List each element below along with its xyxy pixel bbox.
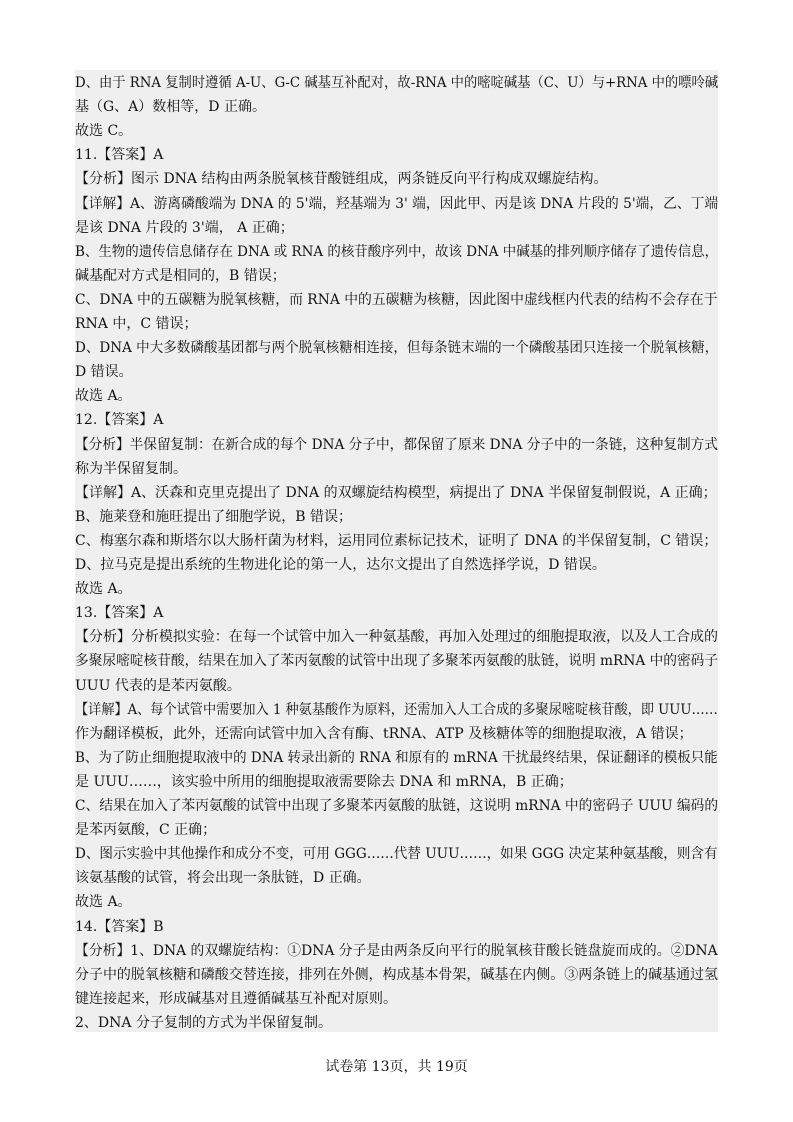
- text-line: 称为半保留复制。: [75, 460, 187, 477]
- text-line: 14.【答案】B: [75, 918, 164, 935]
- text-line: 【详解】A、沃森和克里克提出了 DNA 的双螺旋结构模型，病提出了 DNA 半保留复制假说，A 正确；: [75, 484, 717, 501]
- text-line: 基（G、A）数相等，D 正确。: [75, 99, 266, 116]
- text-line: 故选 C。: [75, 123, 133, 140]
- text-line: 【分析】图示 DNA 结构由两条脱氧核苷酸链组成，两条链反向平行构成双螺旋结构。: [75, 171, 608, 188]
- text-line: D、拉马克是提出系统的生物进化论的第一人，达尔文提出了自然选择学说，D 错误。: [75, 557, 606, 573]
- text-line: 2、DNA 分子复制的方式为半保留复制。: [75, 1014, 332, 1031]
- text-line: UUU 代表的是苯丙氨酸。: [75, 677, 241, 694]
- text-line: 故选 A。: [75, 894, 132, 911]
- text-line: RNA 中，C 错误；: [75, 316, 198, 332]
- text-line: C、梅塞尔森和斯塔尔以大肠杆菌为材料，运用同位素标记技术，证明了 DNA 的半保留复制，C 错误；: [75, 532, 718, 549]
- text-line: 故选 A。: [75, 581, 132, 598]
- document-body: [75, 70, 718, 1032]
- text-line: B、为了防止细胞提取液中的 DNA 转录出新的 RNA 和原有的 mRNA 干扰最终结果，保证翻译的模板只能: [75, 749, 718, 766]
- text-line: D、DNA 中大多数磷酸基团都与两个脱氧核糖相连接，但每条链末端的一个磷酸基团只连接一个脱氧核糖，: [75, 340, 719, 357]
- text-line: 【详解】A、每个试管中需要加入 1 种氨基酸作为原料，还需加入人工合成的多聚尿嘧啶核苷酸，即 UUU……: [75, 701, 718, 718]
- text-line: 该氨基酸的试管，将会出现一条肽链，D 正确。: [75, 870, 371, 887]
- text-line: 【分析】半保留复制：在新合成的每个 DNA 分子中，都保留了原来 DNA 分子中的一条链，这种复制方式: [75, 436, 718, 453]
- text-line: 11.【答案】A: [75, 147, 164, 164]
- text-line: C、结果在加入了苯丙氨酸的试管中出现了多聚苯丙氨酸的肽链，这说明 mRNA 中的密码子 UUU 编码的: [75, 798, 719, 814]
- text-line: 碱基配对方式是相同的，B 错误；: [75, 267, 286, 284]
- text-line: 是 UUU……，该实验中所用的细胞提取液需要除去 DNA 和 mRNA，B 正确；: [75, 773, 573, 790]
- text-line: 12.【答案】A: [75, 412, 164, 429]
- text-line: 13.【答案】A: [75, 605, 164, 622]
- text-line: 【分析】1、DNA 的双螺旋结构：①DNA 分子是由两条反向平行的脱氧核苷酸长链盘旋而成的。②DNA: [75, 942, 718, 959]
- text-line: B、施莱登和施旺提出了细胞学说，B 错误；: [75, 508, 353, 525]
- text-line: 是该 DNA 片段的 3'端， A 正确；: [75, 219, 294, 236]
- text-line: 【分析】分析模拟实验：在每一个试管中加入一种氨基酸，再加入处理过的细胞提取液，以及人工合成的: [75, 629, 718, 646]
- page-footer: 试卷第 13页，共 19页: [325, 1059, 468, 1075]
- text-line: 键连接起来，形成碱基对且遵循碱基互补配对原则。: [75, 990, 397, 1007]
- text-line: 【详解】A、游离磷酸端为 DNA 的 5'端，羟基端为 3' 端，因此甲、丙是该 DNA 片段的 5'端，乙、丁端: [75, 195, 719, 212]
- text-line: 多聚尿嘧啶核苷酸，结果在加入了苯丙氨酸的试管中出现了多聚苯丙氨酸的肽链，说明 mRNA 中的密码子: [75, 653, 719, 670]
- text-line: D、由于 RNA 复制时遵循 A-U、G-C 碱基互补配对，故-RNA 中的嘧啶碱基（C、U）与+RNA 中的嘌呤碱: [75, 75, 719, 91]
- text-line: 作为翻译模板，此外，还需向试管中加入含有酶、tRNA、ATP 及核糖体等的细胞提取液，A 错误；: [75, 725, 693, 742]
- text-line: 是苯丙氨酸，C 正确；: [75, 822, 217, 839]
- text-line: D、图示实验中其他操作和成分不变，可用 GGG……代替 UUU……，如果 GGG 决定某种氨基酸，则含有: [75, 846, 718, 863]
- text-line: B、生物的遗传信息储存在 DNA 或 RNA 的核苷酸序列中，故该 DNA 中碱基的排列顺序储存了遗传信息，: [75, 243, 719, 260]
- text-line: D 错误。: [75, 364, 133, 381]
- text-line: 分子中的脱氧核糖和磷酸交替连接，排列在外侧，构成基本骨架，碱基在内侧。③两条链上的碱基通过氢: [75, 966, 718, 983]
- text-line: C、DNA 中的五碳糖为脱氧核糖，而 RNA 中的五碳糖为核糖，因此图中虚线框内代表的结构不会存在于: [75, 291, 718, 308]
- text-line: 故选 A。: [75, 388, 132, 405]
